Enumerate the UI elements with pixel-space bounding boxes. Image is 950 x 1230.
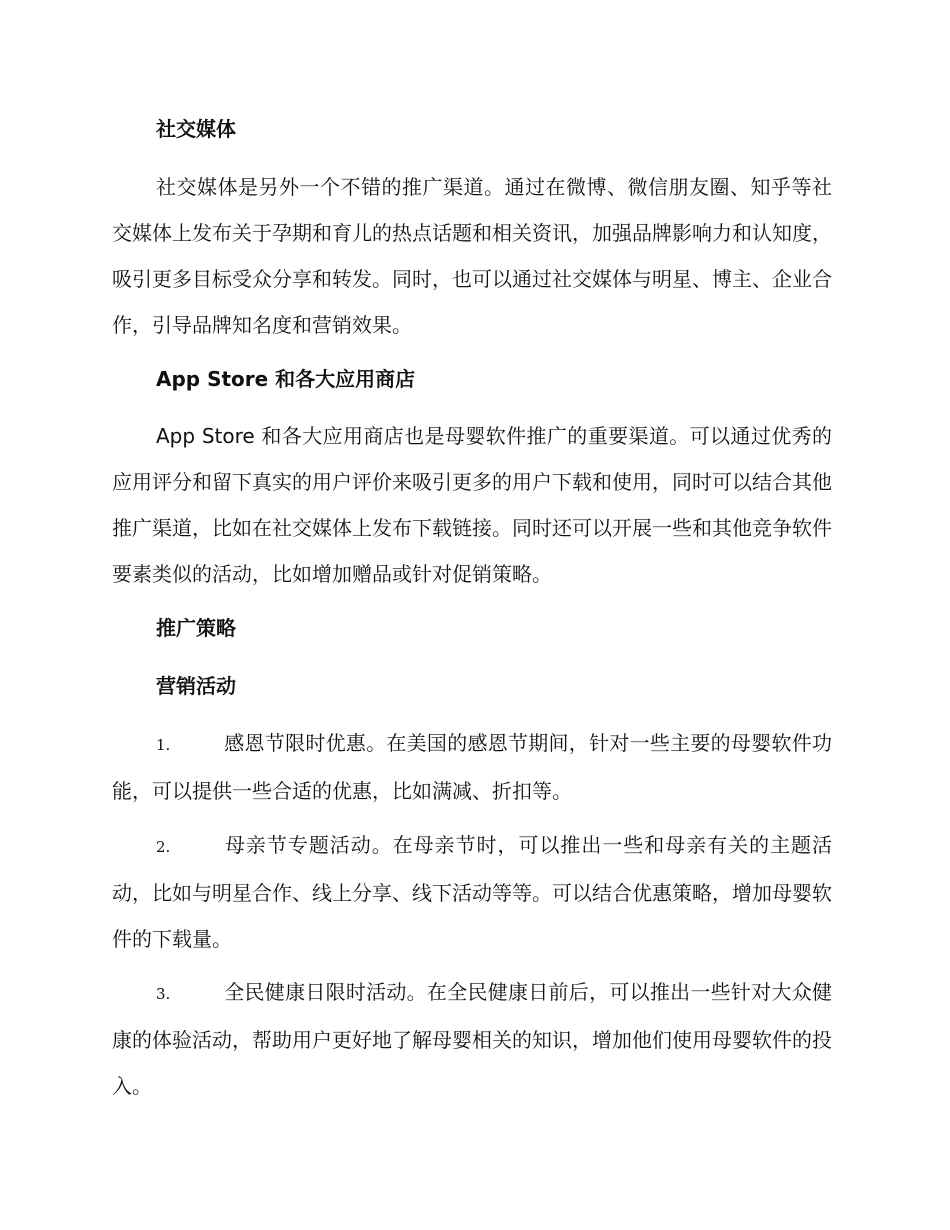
list-item-text: 母亲节专题活动。在母亲节时，可以推出一些和母亲有关的主题活动，比如与明星合作、线上分享、线下活动等等。可以结合优惠策略，增加母婴软件的下载量。	[112, 833, 832, 951]
section-paragraph-app-store: App Store 和各大应用商店也是母婴软件推广的重要渠道。可以通过优秀的应用评分和留下真实的用户评价来吸引更多的用户下载和使用，同时可以结合其他推广渠道，比如在社交媒体上发布下载链接。同时还可以开展一些和其他竞争软件要素类似的活动，比如增加赠品或针对促销策略。	[112, 424, 832, 586]
document-page	[112, 0, 832, 1230]
strategy-heading: 推广策略	[156, 616, 236, 640]
list-item	[112, 969, 832, 1109]
section-heading-app-store: App Store 和各大应用商店	[156, 367, 416, 391]
list-item	[112, 720, 832, 814]
list-item-number: 3.	[156, 985, 171, 1003]
list-item-number: 2.	[156, 838, 171, 856]
list-item-number: 1.	[156, 736, 171, 754]
list-item-text: 感恩节限时优惠。在美国的感恩节期间，针对一些主要的母婴软件功能，可以提供一些合适的优惠，比如满减、折扣等。	[112, 731, 832, 803]
marketing-heading: 营销活动	[156, 674, 236, 698]
list-item-text: 全民健康日限时活动。在全民健康日前后，可以推出一些针对大众健康的体验活动，帮助用户更好地了解母婴相关的知识，增加他们使用母婴软件的投入。	[112, 980, 832, 1098]
section-paragraph-social-media: 社交媒体是另外一个不错的推广渠道。通过在微博、微信朋友圈、知乎等社交媒体上发布关于孕期和育儿的热点话题和相关资讯，加强品牌影响力和认知度，吸引更多目标受众分享和转发。同时，也可以通过社交媒体与明星、博主、企业合作，引导品牌知名度和营销效果。	[112, 175, 832, 337]
section-heading-social-media: 社交媒体	[156, 117, 236, 141]
list-item	[112, 822, 832, 962]
